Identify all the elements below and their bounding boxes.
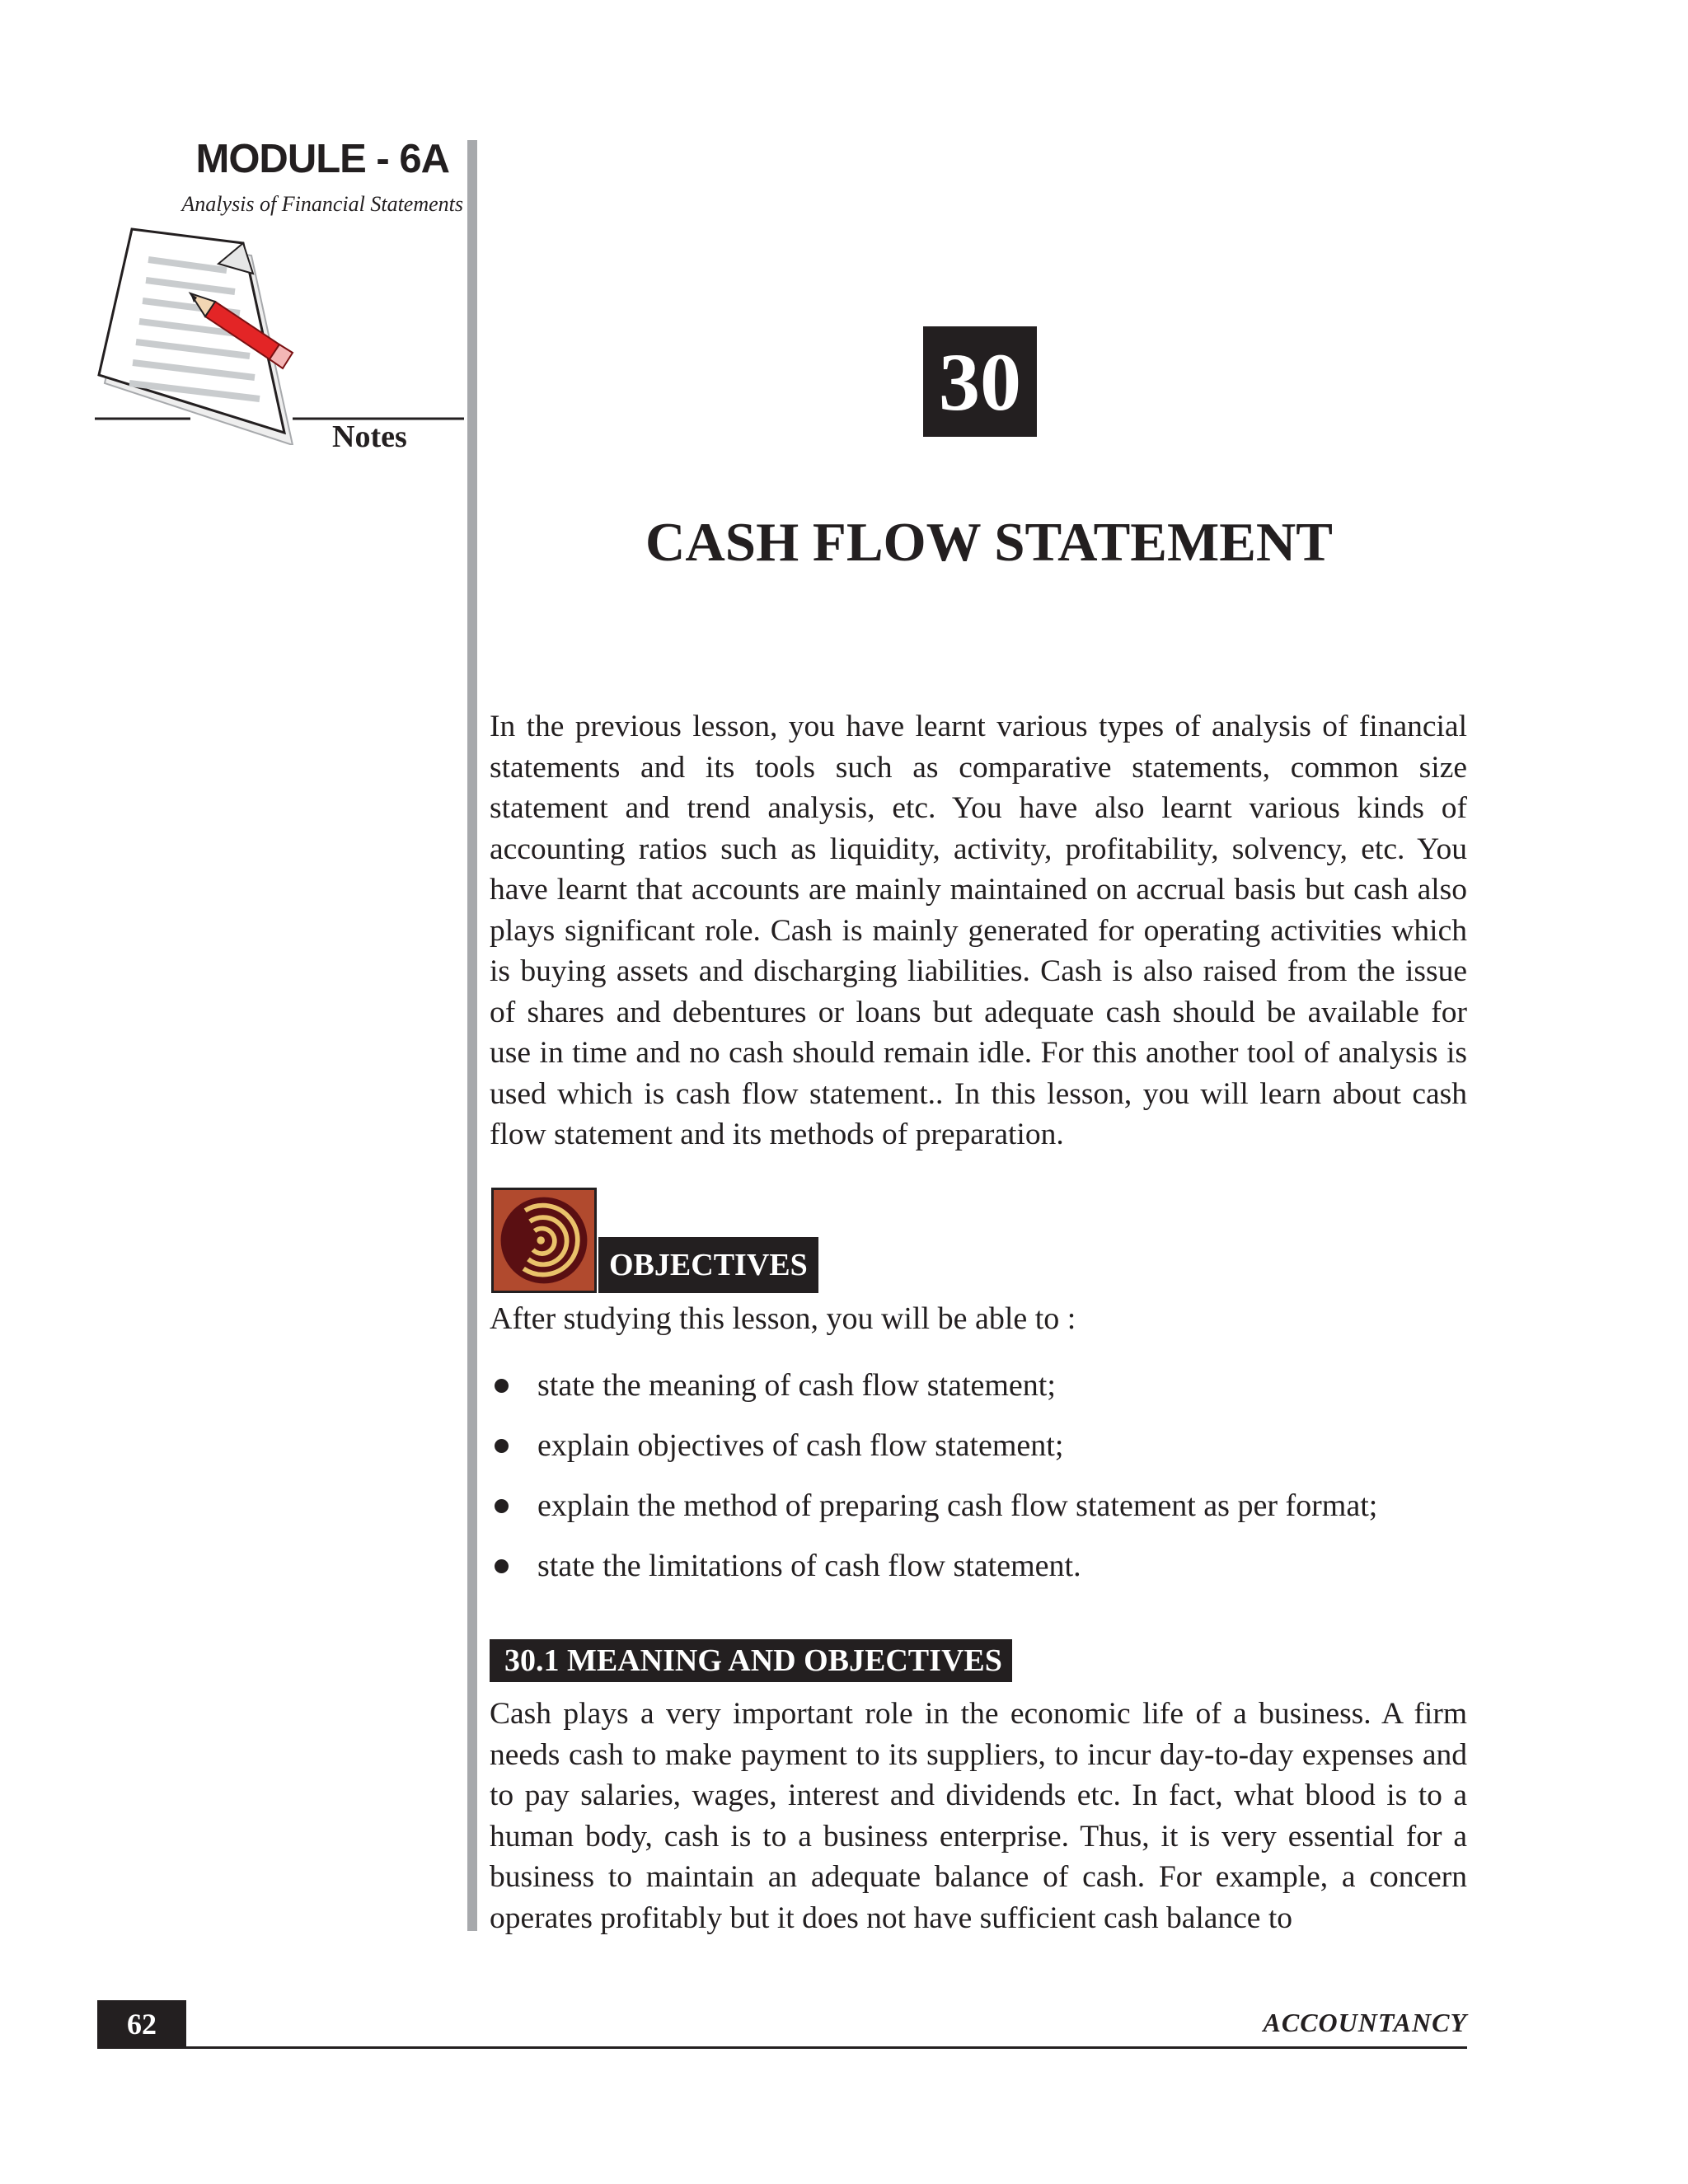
lesson-number-badge: 30 [923, 326, 1037, 437]
module-subtitle: Analysis of Financial Statements [181, 192, 463, 216]
lesson-title: CASH FLOW STATEMENT [645, 512, 1333, 573]
running-footer-title: ACCOUNTANCY [1263, 2008, 1467, 2037]
notes-pencil-icon [95, 223, 474, 445]
bullet-icon [495, 1559, 509, 1573]
margin-rule [467, 140, 477, 1931]
objectives-heading: OBJECTIVES [598, 1237, 818, 1293]
bullet-icon [495, 1499, 509, 1513]
intro-paragraph: In the previous lesson, you have learnt various types of analysis of financial statements and its tools such as comparative statements, common size statement and trend analysis, etc. You have also learnt various kinds of accounting ratios such as liquidity, activity, profitability, solvency, etc. You have learnt that accounts are mainly maintained on accrual basis but cash also plays significant role. Cash is mainly generated for operating activities which is buying assets and discharging liabilities. Cash is also raised from the issue of shares and debentures or loans but adequate cash should be available for use in time and no cash should remain idle. For this another tool of analysis is used which is cash flow statement.. In this lesson, you will learn about cash flow statement and its methods of preparation. [490, 710, 1467, 1151]
objective-text: state the meaning of cash flow statement; [537, 1368, 1056, 1403]
objectives-intro: After studying this lesson, you will be able to : [490, 1301, 1076, 1336]
module-title: MODULE - 6A [195, 137, 449, 181]
objective-item [490, 1425, 1479, 1485]
objectives-target-icon [491, 1188, 597, 1293]
page-number: 62 [97, 2000, 186, 2048]
bullet-icon [495, 1439, 509, 1453]
objective-item [490, 1485, 1479, 1545]
objective-text: explain objectives of cash flow statement; [537, 1428, 1064, 1463]
objective-text: explain the method of preparing cash flow statement as per format; [537, 1488, 1378, 1523]
notes-label: Notes [332, 419, 407, 454]
objective-item [490, 1545, 1479, 1605]
section-heading: 30.1 MEANING AND OBJECTIVES [490, 1639, 1012, 1682]
bullet-icon [495, 1379, 509, 1393]
objective-text: state the limitations of cash flow statement. [537, 1549, 1081, 1583]
meaning-paragraph: Cash plays a very important role in the economic life of a business. A firm needs cash to make payment to its suppliers, to incur day-to-day expenses and to pay salaries, wages, interest and dividends etc. In fact, what blood is to a human body, cash is to a business enterprise. Thus, it is very essential for a business to maintain an adequate balance of cash. For example, a concern operates profitably but it does not have sufficient cash balance to [490, 1697, 1467, 1935]
footer-rule [97, 2046, 1467, 2049]
objective-item [490, 1365, 1479, 1425]
objectives-list [490, 1365, 1479, 1605]
